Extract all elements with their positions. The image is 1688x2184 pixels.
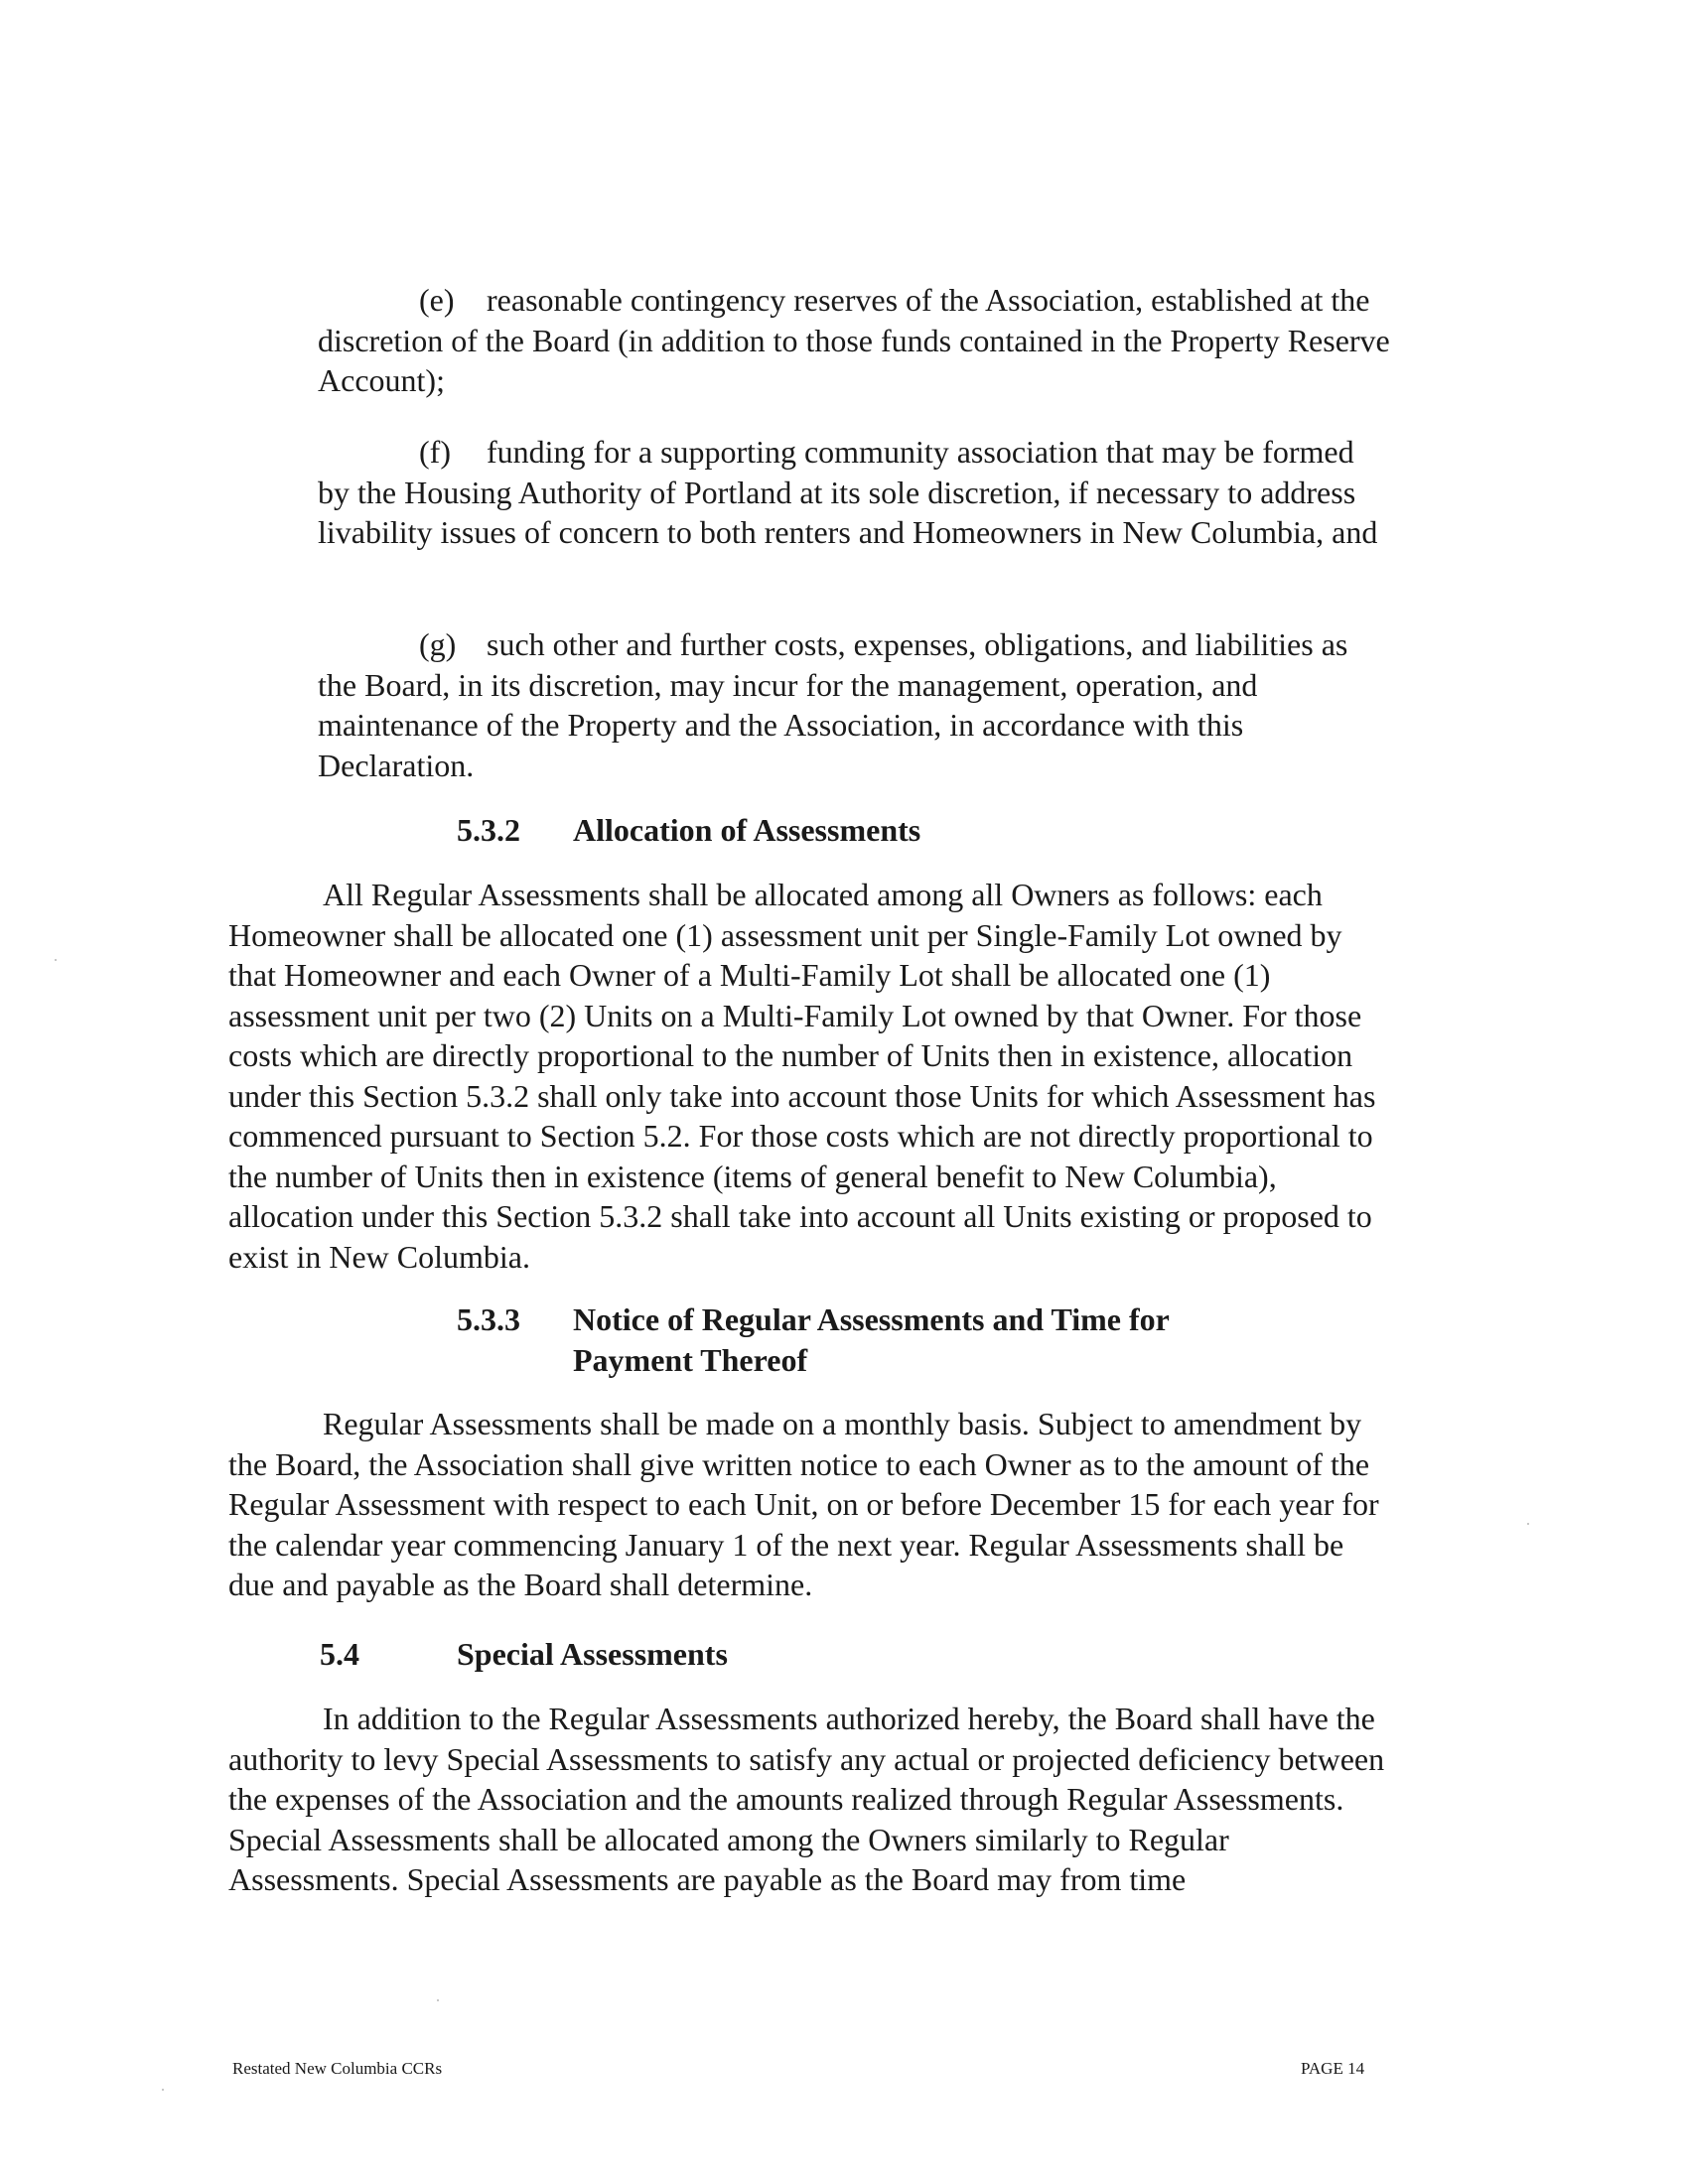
section-number: 5.4 [320, 1636, 359, 1672]
section-title-line-1: Notice of Regular Assessments and Time for [573, 1301, 1170, 1337]
section-heading-5-3-2 [457, 810, 920, 851]
scan-speck [162, 2089, 164, 2091]
scan-speck [1527, 1523, 1529, 1525]
section-body-5-4: In addition to the Regular Assessments authorized hereby, the Board shall have the authority to levy Special Assessments to satisfy any actual or projected deficiency between the expenses of the Association and the amounts realized through Regular Assessments. Special Assessments shall be allocated among the Owners similarly to Regular Assessments. Special Assessments are payable as the Board may from time [228, 1701, 1385, 1897]
list-marker-e: (e) [419, 282, 455, 318]
list-text-f: funding for a supporting community association that may be formed by the Housing Authority of Portland at its sole discretion, if necessary to address livability issues of concern to both renters and Homeowners in New Columbia, and [318, 434, 1378, 550]
section-title: Allocation of Assessments [573, 812, 921, 848]
section-number: 5.3.3 [457, 1301, 520, 1337]
section-number: 5.3.2 [457, 812, 520, 848]
section-body-5-3-3: Regular Assessments shall be made on a monthly basis. Subject to amendment by the Board, the Association shall give written notice to each Owner as to the amount of the Regular Assessment with respect to each Unit, on or before December 15 for each year for the calendar year commencing January 1 of the next year. Regular Assessments shall be due and payable as the Board shall determine. [228, 1406, 1379, 1602]
list-marker-g: (g) [419, 626, 457, 662]
scan-speck [437, 1999, 439, 2001]
section-body-5-3-2: All Regular Assessments shall be allocated among all Owners as follows: each Homeowner shall be allocated one (1) assessment unit per Single-Family Lot owned by that Homeowner and each Owner of a Multi-Family Lot shall be allocated one (1) assessment unit per two (2) Units on a Multi-Family Lot owned by that Owner. For those costs which are directly proportional to the number of Units then in existence, allocation under this Section 5.3.2 shall only take into account those Units for which Assessment has commenced pursuant to Section 5.2. For those costs which are not directly proportional to the number of Units then in existence (items of general benefit to New Columbia), allocation under this Section 5.3.2 shall take into account all Units existing or proposed to exist in New Columbia. [228, 877, 1376, 1275]
footer-left-text: Restated New Columbia CCRs [232, 2059, 443, 2078]
list-item-f [318, 432, 1390, 553]
list-item-g [318, 624, 1390, 785]
list-text-e: reasonable contingency reserves of the Association, established at the discretion of the Board (in addition to those funds contained in the Property Reserve Account); [318, 282, 1390, 398]
scan-speck [55, 959, 57, 961]
list-marker-f: (f) [419, 434, 451, 470]
list-item-e [318, 280, 1390, 401]
section-heading-5-3-3 [457, 1299, 1170, 1380]
section-heading-5-4 [320, 1634, 728, 1675]
list-text-g: such other and further costs, expenses, obligations, and liabilities as the Board, in its discretion, may incur for the management, operation, and maintenance of the Property and the Association, in accordance with this Declaration. [318, 626, 1348, 783]
footer-page-number: PAGE 14 [1301, 2059, 1365, 2078]
section-title-line-2: Payment Thereof [573, 1341, 808, 1378]
section-title [573, 1299, 1170, 1380]
section-title: Special Assessments [457, 1636, 728, 1672]
